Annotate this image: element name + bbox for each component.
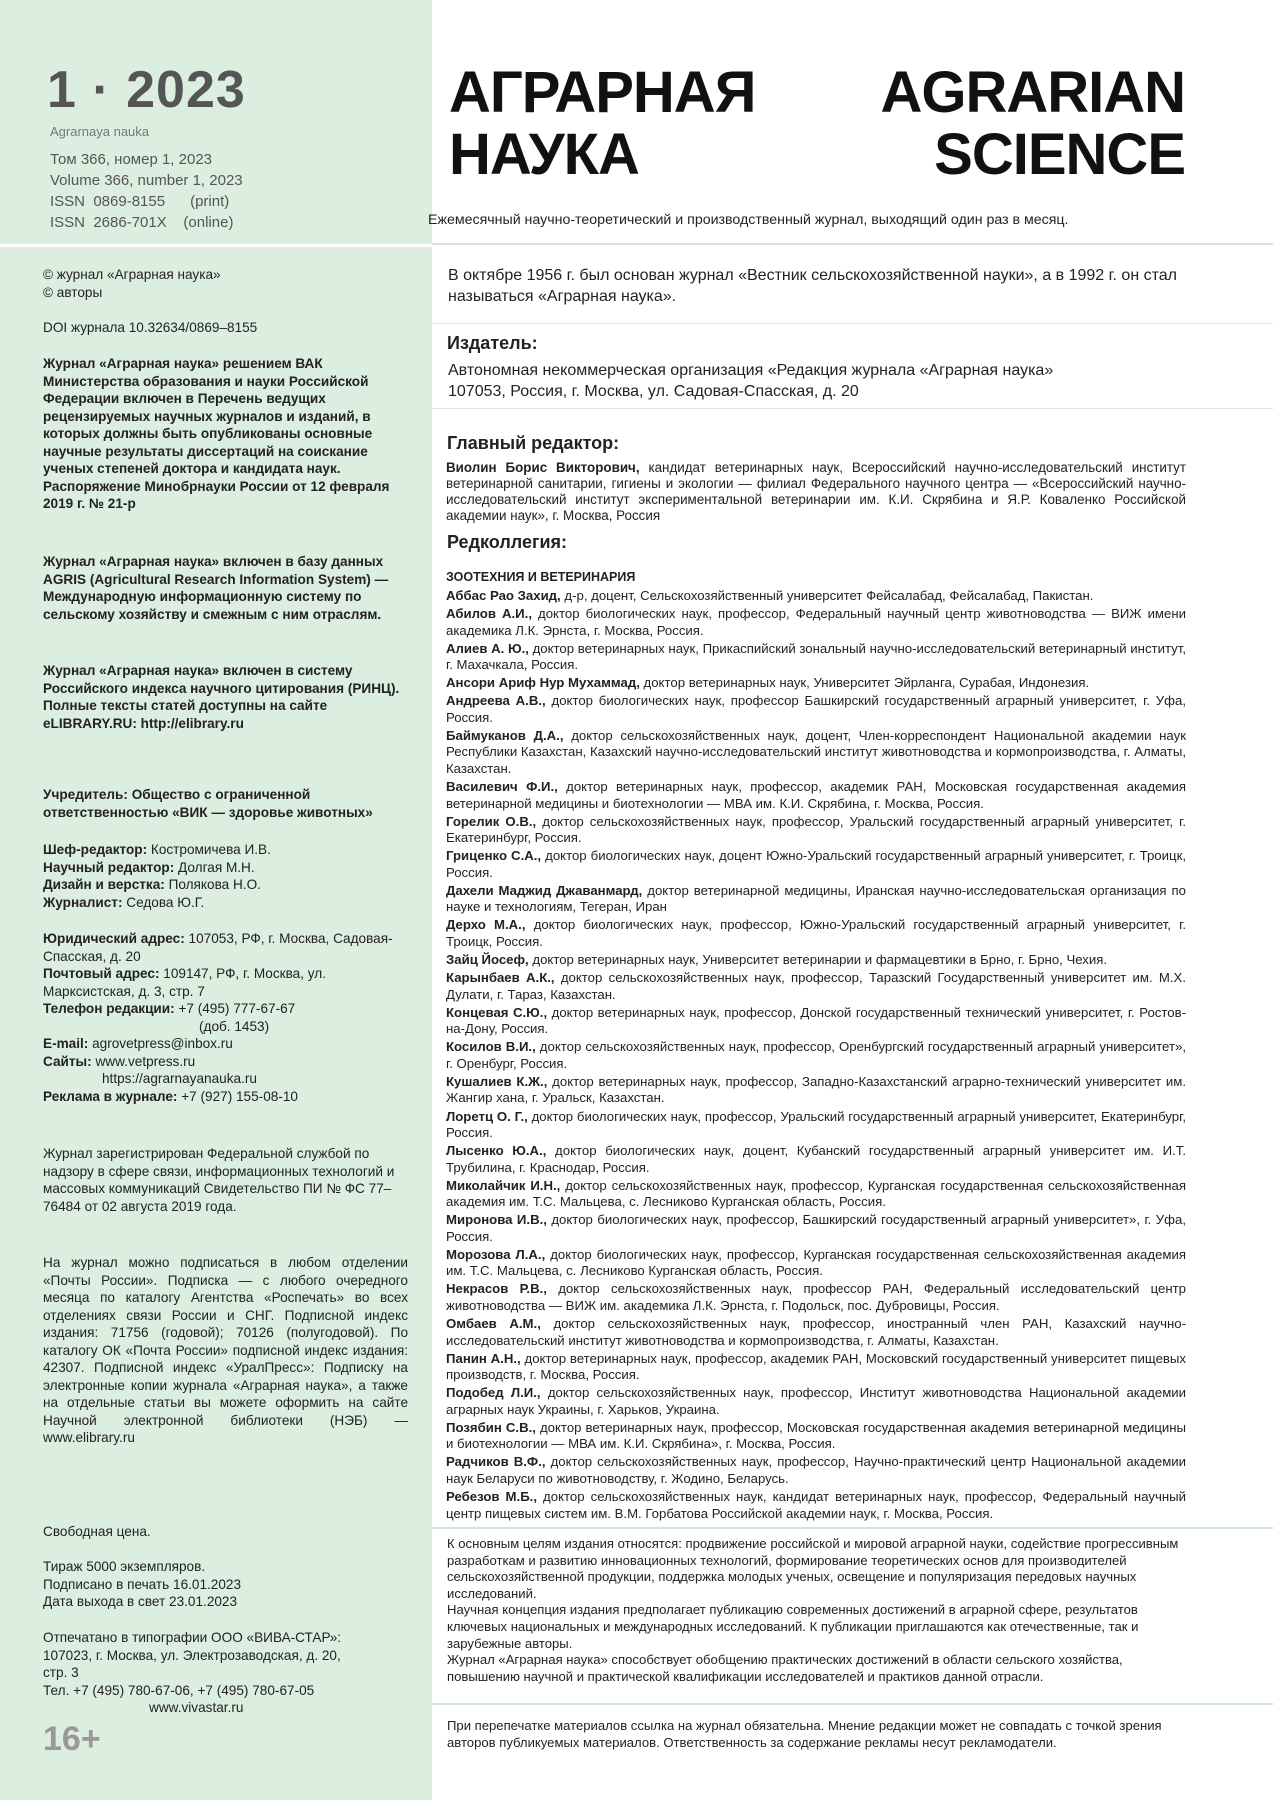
publisher-rule [432, 408, 1273, 409]
title-en-line1: AGRARIAN [880, 60, 1185, 125]
board-member [446, 1454, 1186, 1487]
board-member-desc: доктор сельскохозяйственных наук, профессор, Оренбургский государственный аграрный университет», г. Оренбург, Россия. [446, 1039, 1186, 1071]
vak-notice [43, 355, 408, 513]
print-info [43, 1558, 408, 1611]
printer-phone: Тел. +7 (495) 780-67-06, +7 (495) 780-67-05 [43, 1682, 315, 1698]
board-member [446, 952, 1186, 969]
registration: Журнал зарегистрирован Федеральной службой по надзору в сфере связи, информационных технологий и массовых коммуникаций Свидетельство ПИ № ФС 77–76484 от 02 августа 2019 года. [43, 1146, 395, 1214]
board-member-name: Омбаев А.М., [446, 1316, 541, 1332]
printer-address: Отпечатано в типографии ООО «ВИВА-СТАР»: 107023, г. Москва, ул. Электрозаводская, д. 20, стр. 3 [43, 1630, 342, 1680]
board-member-name: Зайц Йосеф, [446, 952, 529, 968]
phone: Телефон редакции: +7 (495) 777-67-67 [43, 1001, 296, 1016]
rinc-text: Журнал «Аграрная наука» включен в систему Российского индекса научного цитирования (РИНЦ). [43, 663, 400, 696]
board-member-name: Карынбаев А.К., [446, 970, 555, 986]
copyright-authors: © авторы [43, 284, 103, 300]
editor-heading: Главный редактор: [447, 433, 620, 453]
staff-journalist: Журналист: Седова Ю.Г. [43, 894, 205, 910]
board-member-desc: доктор сельскохозяйственных наук, доцент, Член-корреспондент Национальной академии наук Республики Казахстан, Казахский научно-исследовательский институт животноводства и кормопроизводства, г. Алматы, Казахстан. [446, 727, 1186, 776]
board-member [446, 1489, 1186, 1522]
board-member-name: Концевая С.Ю., [446, 1004, 548, 1020]
board-member [446, 970, 1186, 1003]
board-member-name: Горелик О.В., [446, 813, 537, 829]
board-member-desc: доктор ветеринарных наук, профессор, Московская государственная академия ветеринарной медицины и биотехнологии — МВА им. К.И. Скрябина», г. Москва, Россия. [446, 1419, 1186, 1452]
board-member-desc: доктор ветеринарных наук, Прикаспийский зональный научно-исследовательский ветеринарный институт, г. Махачкала, Россия. [446, 640, 1186, 673]
section-title: ЗООТЕХНИЯ И ВЕТЕРИНАРИЯ [446, 570, 636, 584]
staff-design: Дизайн и верстка: Полякова Н.О. [43, 877, 261, 892]
board-member-name: Баймуканов Д.А., [446, 727, 564, 743]
history: В октябре 1956 г. был основан журнал «Вестник сельскохозяйственной науки», а в 1992 г. он стал называться «Аграрная наука». [448, 267, 1177, 305]
board-member-desc: доктор сельскохозяйственных наук, кандидат ветеринарных наук, профессор, Федеральный научный центр пищевых систем им. В.М. Горбатова Российской академии наук, г. Москва, Россия. [446, 1489, 1186, 1521]
vak-text: Журнал «Аграрная наука» решением ВАК Министерства образования и науки Российской Федерации включен в Перечень ведущих рецензируемых научных журналов и изданий, в которых должны быть опубликованы основные научные результаты диссертаций на соискание ученых степеней доктора и кандидата наук. [43, 356, 373, 476]
publisher-name: Автономная некоммерческая организация «Редакция журнала «Аграрная наука» [448, 362, 1054, 379]
board-member-name: Морозова Л.А., [446, 1246, 546, 1262]
board-list [446, 588, 1186, 1524]
copyright-journal: © журнал «Аграрная наука» [43, 267, 221, 282]
issue-info [0, 0, 432, 244]
board-member [446, 1420, 1186, 1453]
title-en-line2: SCIENCE [934, 122, 1185, 187]
vak-order: Распоряжение Минобрнауки России от 12 февраля 2019 г. № 21-р [43, 478, 390, 511]
issue-number: 1 · 2023 [47, 61, 246, 119]
legal-address: Юридический адрес: 107053, РФ, г. Москва, Садовая-Спасская, д. 20 [43, 931, 393, 964]
board-member [446, 1039, 1186, 1072]
journal-translit: Agrarnaya nauka [50, 124, 150, 139]
board-member [446, 1074, 1186, 1107]
volume-en: Volume 366, number 1, 2023 [50, 172, 243, 189]
editor-name: Виолин Борис Викторович, [446, 460, 640, 475]
rinc-notice [43, 662, 408, 732]
history-rule [432, 323, 1273, 324]
elibrary-link[interactable]: Полные тексты статей доступны на сайте eLIBRARY.RU: http://elibrary.ru [43, 698, 328, 731]
board-member-name: Андреева А.В., [446, 693, 546, 709]
board-member [446, 1212, 1186, 1245]
goals-paragraph: Журнал «Аграрная наука» способствует обобщению практических достижений в области сельского хозяйства, повышению научной и практической квалификации исследователей и практиков данной отрасли. [447, 1652, 1123, 1684]
board-member [446, 1143, 1186, 1176]
publisher-info [448, 360, 1188, 402]
doi: DOI журнала 10.32634/0869–8155 [43, 320, 258, 335]
board-member-name: Аббас Рао Захид, [446, 588, 561, 603]
founder: Учредитель: Общество с ограниченной ответственностью «ВИК — здоровье животных» [43, 787, 373, 820]
board-member-desc: доктор сельскохозяйственных наук, профессор РАН, Федеральный исследовательский центр животноводства — ВИЖ им. академика Л.К. Эрнста, г. Подольск, пос. Дубровицы, Россия. [446, 1281, 1186, 1313]
email-link[interactable]: agrovetpress@inbox.ru [88, 1036, 233, 1051]
goals-rule-bottom [432, 1703, 1273, 1705]
publisher-heading: Издатель: [447, 333, 538, 353]
board-member [446, 779, 1186, 812]
release-date: Дата выхода в свет 23.01.2023 [43, 1594, 238, 1609]
goals-rule-top [432, 1527, 1273, 1529]
board-heading: Редколлегия: [447, 532, 568, 552]
header-rule [432, 243, 1273, 245]
board-member-name: Алиев А. Ю., [446, 640, 529, 656]
board-member-name: Ребезов М.Б., [446, 1489, 537, 1505]
goals-paragraph: К основным целям издания относятся: продвижение российской и мировой аграрной науки, содействие прогрессивным разработкам и развитию инновационных технологий, формирование теоретических основ для производителей сельскохозяйственной продукции, поддержка молодых ученых, освещение и популяризация передовых научных исследований. [447, 1536, 1179, 1601]
board-member [446, 1247, 1186, 1280]
board-member [446, 728, 1186, 778]
title-en [860, 62, 1185, 186]
board-member-desc: доктор сельскохозяйственных наук, профессор, Научно-практический центр Национальной академии наук Беларуси по животноводству, г. Жодино, Беларусь. [446, 1454, 1186, 1486]
board-member-desc: доктор биологических наук, профессор, Башкирский государственный аграрный университет», г. Уфа, Россия. [446, 1212, 1186, 1244]
tagline: Ежемесячный научно-теоретический и производственный журнал, выходящий один раз в месяц. [428, 212, 1069, 228]
price: Свободная цена. [43, 1524, 151, 1539]
signed-date: Подписано в печать 16.01.2023 [43, 1576, 242, 1592]
board-member [446, 1281, 1186, 1314]
board-member-desc: доктор биологических наук, профессор, Южно-Уральский государственный аграрный университет, г. Троицк, Россия. [446, 917, 1186, 949]
board-member-desc: доктор сельскохозяйственных наук, профессор, Уральский государственный аграрный университет, г. Екатеринбург, Россия. [446, 813, 1186, 846]
circulation: Тираж 5000 экземпляров. [43, 1559, 206, 1574]
board-member [446, 848, 1186, 881]
board-member-name: Василевич Ф.И., [446, 779, 558, 795]
board-member-desc: доктор сельскохозяйственных наук, профессор, Курганская государственная сельскохозяйственная академия им. Т.С. Мальцева, с. Лесниково Курганская область, Россия. [446, 1177, 1186, 1210]
goals [447, 1536, 1187, 1685]
contacts [43, 930, 408, 1105]
editor-info [446, 460, 1186, 524]
board-member-desc: доктор ветеринарных наук, профессор, академик РАН, Московский государственный университет пищевых производств, г. Москва, Россия. [446, 1350, 1186, 1383]
board-member-name: Лоретц О. Г., [446, 1108, 528, 1124]
board-member [446, 883, 1186, 916]
board-member-desc: доктор сельскохозяйственных наук, профессор, Таразский Государственный университет им. М.Х. Дулати, г. Тараз, Казахстан. [446, 970, 1186, 1002]
age-rating: 16+ [43, 1720, 101, 1758]
board-member-name: Гриценко С.А., [446, 848, 542, 864]
board-member [446, 1178, 1186, 1211]
board-member [446, 814, 1186, 847]
board-member [446, 606, 1186, 639]
board-member-name: Ансори Ариф Нур Мухаммад, [446, 675, 640, 691]
sites: Сайты: www.vetpress.ru [43, 1053, 196, 1069]
board-member-desc: доктор сельскохозяйственных наук, профессор, иностранный член РАН, Казахский научно-исследовательский институт животноводства и кормопроизводства, г. Алматы, Казахстан. [446, 1316, 1186, 1348]
copyright [43, 266, 408, 301]
board-member-desc: доктор ветеринарных наук, профессор, Донской государственный технический университет, г. Ростов-на-Дону, Россия. [446, 1004, 1186, 1037]
board-member-name: Подобед Л.И., [446, 1385, 541, 1401]
site-link-1[interactable]: www.vetpress.ru [91, 1053, 196, 1069]
board-member-name: Миколайчик И.Н., [446, 1177, 561, 1193]
ads: Реклама в журнале: +7 (927) 155-08-10 [43, 1088, 298, 1104]
board-member-name: Косилов В.И., [446, 1039, 536, 1055]
editor-desc: кандидат ветеринарных наук, Всероссийский научно-исследовательский институт ветеринарной санитарии, гигиены и экологии — филиал Федерального научного центра — «Всероссийский научно-исследовательский институт экспериментальной ветеринарии им. К.И. Скрябина и Я.Р. Коваленко Российской академии наук», г. Москва, Россия [446, 460, 1186, 523]
board-member-name: Дерхо М.А., [446, 917, 526, 933]
phone-ext: (доб. 1453) [199, 1018, 270, 1034]
board-member [446, 693, 1186, 726]
issn-print: ISSN 0869-8155 (print) [50, 193, 230, 210]
board-member-name: Панин А.Н., [446, 1350, 521, 1366]
board-member [446, 1316, 1186, 1349]
board-member-desc: доктор биологических наук, доцент, Кубанский государственный аграрный университет им. И.Т. Трубилина, г. Краснодар, Россия. [446, 1143, 1186, 1175]
email: E-mail: agrovetpress@inbox.ru [43, 1036, 233, 1051]
agris-notice: Журнал «Аграрная наука» включен в базу данных AGRIS (Agricultural Research Information System) — Международную информационную систему по сельскому хозяйству и смежным с ним отраслям. [43, 554, 389, 622]
goals-paragraph: Научная концепция издания предполагает публикацию современных достижений в аграрной сфере, результатов ключевых национальных и международных исследований. К публикации приглашаются как отечественные, так и зарубежные авторы. [447, 1602, 1139, 1651]
board-member-name: Абилов А.И., [446, 606, 532, 622]
board-member-desc: доктор ветеринарных наук, профессор, академик РАН, Московская государственная академия ветеринарной медицины и биотехнологии — МВА им. К.И. Скрябина, г. Москва, Россия. [446, 779, 1186, 811]
postal-address: Почтовый адрес: 109147, РФ, г. Москва, ул. Марксистская, д. 3, стр. 7 [43, 966, 327, 999]
board-member [446, 675, 1186, 692]
board-member-desc: доктор биологических наук, профессор Башкирский государственный аграрный университет, г. Уфа, Россия. [446, 693, 1186, 725]
board-member-name: Миронова И.В., [446, 1212, 547, 1228]
board-member-desc: доктор биологических наук, профессор, Уральский государственный аграрный университет, Екатеринбург, Россия. [446, 1108, 1186, 1140]
board-member [446, 1385, 1186, 1418]
volume-ru: Том 366, номер 1, 2023 [50, 151, 213, 168]
board-member-desc: доктор сельскохозяйственных наук, профессор, Институт животноводства Национальной академии аграрных наук Украины, г. Харьков, Украина. [446, 1385, 1187, 1417]
staff-science-editor: Научный редактор: Долгая М.Н. [43, 859, 255, 875]
printer-info [43, 1629, 343, 1717]
board-member-name: Дахели Маджид Джаванмард, [446, 882, 643, 898]
sidebar [0, 0, 432, 1800]
title-ru-line2: НАУКА [449, 122, 639, 187]
printer-site[interactable]: www.vivastar.ru [149, 1700, 244, 1715]
board-member-desc: д-р, доцент, Сельскохозяйственный университет Фейсалабад, Фейсалабад, Пакистан. [560, 588, 1094, 603]
board-member-desc: доктор биологических наук, доцент Южно-Уральский государственный аграрный университет, г. Троицк, Россия. [446, 848, 1186, 880]
footer-disclaimer: При перепечатке материалов ссылка на журнал обязательна. Мнение редакции может не совпадать с точкой зрения авторов публикуемых материалов. Ответственность за содержание рекламы несут рекламодатели. [447, 1718, 1162, 1750]
board-member-desc: доктор биологических наук, профессор, Курганская государственная сельскохозяйственная академия им. Т.С. Мальцева, с. Лесниково Курганская область, Россия. [446, 1246, 1186, 1279]
board-member-name: Радчиков В.Ф., [446, 1454, 546, 1470]
board-member-name: Некрасов Р.В., [446, 1281, 547, 1297]
staff-list [43, 841, 408, 911]
board-member-desc: доктор ветеринарной медицины, Иранская научно-исследовательская организация по науке и технологиям, Тегеран, Иран [446, 882, 1186, 915]
title-ru-line1: АГРАРНАЯ [449, 60, 756, 125]
board-member-desc: доктор ветеринарных наук, Университет Эйрланга, Сурабая, Индонезия. [639, 675, 1090, 691]
board-member-desc: доктор биологических наук, профессор, Федеральный научный центр животноводства — ВИЖ имени академика Л.К. Эрнста, г. Москва, Россия. [446, 606, 1186, 638]
site-link-2[interactable]: https://agrarnayanauka.ru [102, 1071, 257, 1086]
board-member-desc: доктор ветеринарных наук, Университет ветеринарии и фармацевтики в Брно, г. Брно, Чехия. [528, 952, 1108, 968]
board-member [446, 917, 1186, 950]
board-member-name: Позябин С.В., [446, 1419, 536, 1435]
board-member-name: Лысенко Ю.А., [446, 1143, 547, 1159]
issn-online: ISSN 2686-701X (online) [50, 214, 234, 231]
board-member [446, 1005, 1186, 1038]
board-member [446, 641, 1186, 674]
staff-chief-editor: Шеф-редактор: Костромичева И.В. [43, 842, 271, 857]
publisher-address: 107053, Россия, г. Москва, ул. Садовая-Спасская, д. 20 [448, 383, 859, 400]
board-member [446, 588, 1186, 605]
board-member [446, 1351, 1186, 1384]
subscription: На журнал можно подписаться в любом отделении «Почты России». Подписка — с любого очередного месяца по каталогу Агентства «Роспечать» во всех отделениях связи России и СНГ. Подписной индекс издания: 71756 (годовой); 70126 (полугодовой). По каталогу ОК «Почта России» подписной индекс издания: 42307. Подписной индекс «УралПресс»: Подписку на электронные копии журнала «Аграрная наука», а также на отдельные статьи вы можете оформить на сайте Научной электронной библиотеки (НЭБ) — www.elibrary.ru [43, 1255, 408, 1445]
divider [0, 244, 432, 247]
title-ru [449, 62, 755, 186]
board-member [446, 1109, 1186, 1142]
board-member-name: Кушалиев К.Ж., [446, 1073, 548, 1089]
board-member-desc: доктор ветеринарных наук, профессор, Западно-Казахстанский аграрно-технический университет им. Жангир хана, г. Уральск, Казахстан. [446, 1073, 1187, 1106]
